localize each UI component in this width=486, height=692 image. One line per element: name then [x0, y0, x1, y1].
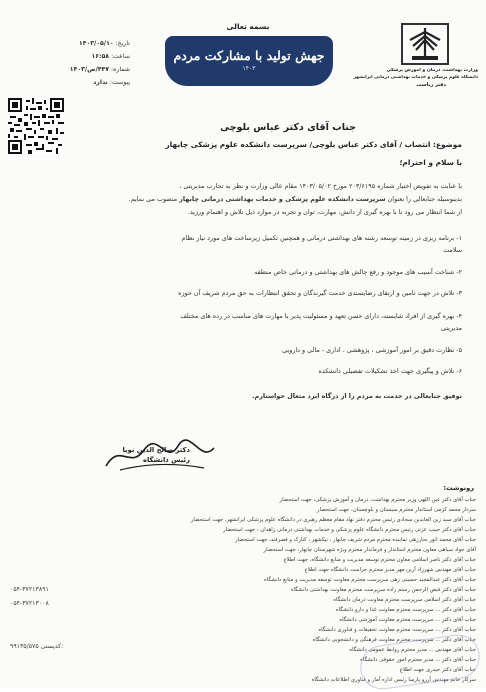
number-value: ۱۶:۵۸	[91, 53, 110, 60]
subject-line	[82, 140, 462, 149]
item-1-line-1: ۱- برنامه ریزی در زمینه توسعه رشته های بهداشتی درمانی و همچنین تکمیل زیرساخت های مورد نیاز نظام	[181, 234, 462, 242]
number-field: ساعت: ۱۶:۵۸	[91, 53, 130, 60]
slogan-year: ۱۴۰۳	[242, 65, 256, 72]
copy-line: آقای جواد سیاهی معاون محترم استاندار و فرماندار محترم ویژه شهرستان چابهار، جهت استحضار	[263, 547, 476, 553]
postal-code	[10, 643, 63, 650]
copy-line: جناب آقای دکتر حیدری جهت اطلاع	[399, 667, 476, 673]
item-1-line-2: سلامت	[443, 246, 462, 254]
body-line-2: بدینوسیله جنابعالی را بعنوان سرپرست دانشکده علوم پزشکی و خدمات بهداشتی درمانی چابهار منصوب می نمایم.	[128, 195, 462, 203]
item-2: ۲- شناخت آسیب های موجود و رفع چالش های بهداشتی و درمانی خاص منطقه	[254, 268, 462, 276]
copy-line: جناب آقای مهندس ... مدیر محترم روابط عمومی دانشگاه	[349, 647, 476, 653]
attachment-field: پیوست: ندارد	[93, 79, 130, 86]
item-5: ۵- نظارت دقیق بر امور آموزشی ، پژوهشی ، اداری - مالی و دارویی	[282, 346, 462, 354]
subject-text: انتصاب / آقای دکتر عباس بلوچی/ سرپرست دانشکده علوم پزشکی چابهار	[165, 140, 431, 149]
body-line-3: از شما انتظار می رود تا با بهره گیری از دانش، مهارت، توان و تجربه در موارد ذیل تلاش و اهتمام ورزید.	[187, 208, 462, 216]
copy-line: جناب آقای دکتر فیض الرحمن رستم زاده سرپرست محترم معاونت بهداشتی دانشگاه	[290, 587, 476, 593]
copy-line: جناب آقای دکتر عین اللهی وزیر محترم بهداشت، درمان و آموزش پزشکی، جهت استحضار	[279, 497, 476, 503]
copies-heading: رونوشت:	[443, 484, 474, 492]
item-6: ۶- تلاش و پیگیری جهت اخذ تشکیلات تفصیلی دانشکده	[318, 367, 462, 375]
copy-line: جناب آقای دکتر حبیب عزتی رئیس محترم دانشگاه علوم پزشکی و خدمات بهداشتی درمانی زاهدان ، جهت استحضار	[222, 527, 476, 533]
item-3: ۳- تلاش در جهت تامین و ارتقای رضایتمندی خدمت گیرندگان و تحقق انتظارات به حق مردم شریف آن حوزه	[178, 289, 462, 297]
phone-2: ۰۵۴-۳۷۲۱۳۰۰۸	[10, 600, 49, 607]
copy-line: جناب آقای دکتر ... سرپرست محترم معاونت غذا و دارو دانشگاه	[335, 607, 476, 613]
copy-line: جناب آقای دکتر عبدالمجید حسینی زهی سرپرست محترم معاونت توسعه مدیریت و منابع دانشگاه	[263, 577, 476, 583]
subject-label: موضوع:	[430, 140, 462, 149]
slogan-text: جهش تولید با مشارکت مردم	[173, 48, 325, 63]
closing-line: توفیق جنابعالی در خدمت به مردم را از درگاه ایزد متعال خواستارم.	[252, 392, 462, 400]
attachment-value: ندارد	[93, 79, 108, 86]
seq-value: ۴۴۷/ص/۱۴۰۳	[69, 66, 110, 73]
signer-title: رئیس دانشگاه	[142, 456, 190, 464]
copy-line: جناب آقای دکتر ... سرپرست محترم معاونت آموزشی دانشگاه	[339, 617, 476, 623]
signer-name: دکتر صالح الدین نویا	[122, 446, 190, 454]
office-name: دفتر ریاست	[416, 82, 446, 88]
copy-line: جناب آقای دکتر اسلامی سرپرست محترم معاونت درمان دانشگاه	[333, 597, 476, 603]
seq-field: شماره: ۴۴۷/ص/۱۴۰۳	[69, 66, 130, 73]
copy-line: جناب آقای محمد انور بحارزهی نماینده محترم مردم شریف چابهار ، نیکشهر ، کنارک و قصرقند، جهت استحضار	[235, 537, 476, 543]
phone-1: ۰۵۴-۳۷۲۱۳۸۹۱	[10, 586, 49, 593]
postal-code-label: کدپستی:	[40, 643, 64, 650]
org-name-line-1: وزارت بهداشت، درمان و آموزش پزشکی	[386, 68, 478, 73]
addressee: جناب آقای دکتر عباس بلوچی	[220, 122, 356, 133]
copy-line: جناب آقای دکتر ناصر اسلامی معاون محترم توسعه مدیریت و منابع دانشگاه، جهت اطلاع	[283, 557, 476, 563]
qr-code	[8, 98, 64, 154]
body-line-1: با عنایت به تفویض اختیار شماره ۲۰۳/۶۱۹۵ مورخ ۱۴۰۳/۰۵/۰۲ مقام عالی وزارت و نظر به تجارب مدیریتی ،	[179, 182, 462, 190]
item-4-line-1: ۴- بهره گیری از افراد شایسته، دارای حسن تعهد و مسئولیت پذیر با مهارت های مناسب در رده های مختلف	[180, 312, 462, 320]
date-value: ۱۴۰۳/۰۵/۱۰	[78, 40, 114, 47]
item-4-line-2: مدیریتی	[440, 324, 462, 332]
copy-line: جناب آقای دکتر ... مدیر محترم امور حقوقی دانشگاه	[360, 657, 476, 663]
date-field: تاریخ: ۱۴۰۳/۰۵/۱۰	[78, 40, 130, 47]
appointment-position: سرپرست دانشکده علوم پزشکی و خدمات بهداشتی درمانی چابهار	[179, 195, 386, 203]
copy-line: سرکار خانم مهندس آرزو پارسا رئیس اداره آمار و فناوری اطلاعات دانشگاه	[311, 677, 476, 683]
org-name-line-2: دانشگاه علوم پزشکی و خدمات بهداشتی درمانی ایرانشهر	[353, 75, 478, 80]
copy-line: جناب آقای سید زین العابدین سجادی رئیس محترم دفتر نهاد مقام معظم رهبری در دانشگاه علوم پزشکی ایرانشهر، جهت استحضار	[190, 517, 476, 523]
copy-line: جناب آقای دکتر ... سرپرست محترم معاونت فرهنگی و دانشجویی دانشگاه	[312, 637, 476, 643]
university-emblem-icon	[398, 20, 452, 66]
copy-line: جناب آقای مهندس شهرزاد آرین مهر مدیر محترم حراست دانشگاه جهت اطلاع	[304, 567, 476, 573]
postal-code-value: ۹۹۱۳۵/۵۷۵	[10, 643, 39, 650]
copy-line: سردار محمد کرمی استاندار محترم سیستان و بلوچستان، جهت استحضار	[317, 507, 476, 513]
greeting: با سلام و احترام؛	[399, 158, 462, 167]
invocation: بسمه تعالی	[226, 22, 270, 31]
copy-line: جناب آقای دکتر ... سرپرست محترم معاونت تحقیقات و فناوری دانشگاه	[318, 627, 476, 633]
slogan-banner	[165, 36, 333, 86]
